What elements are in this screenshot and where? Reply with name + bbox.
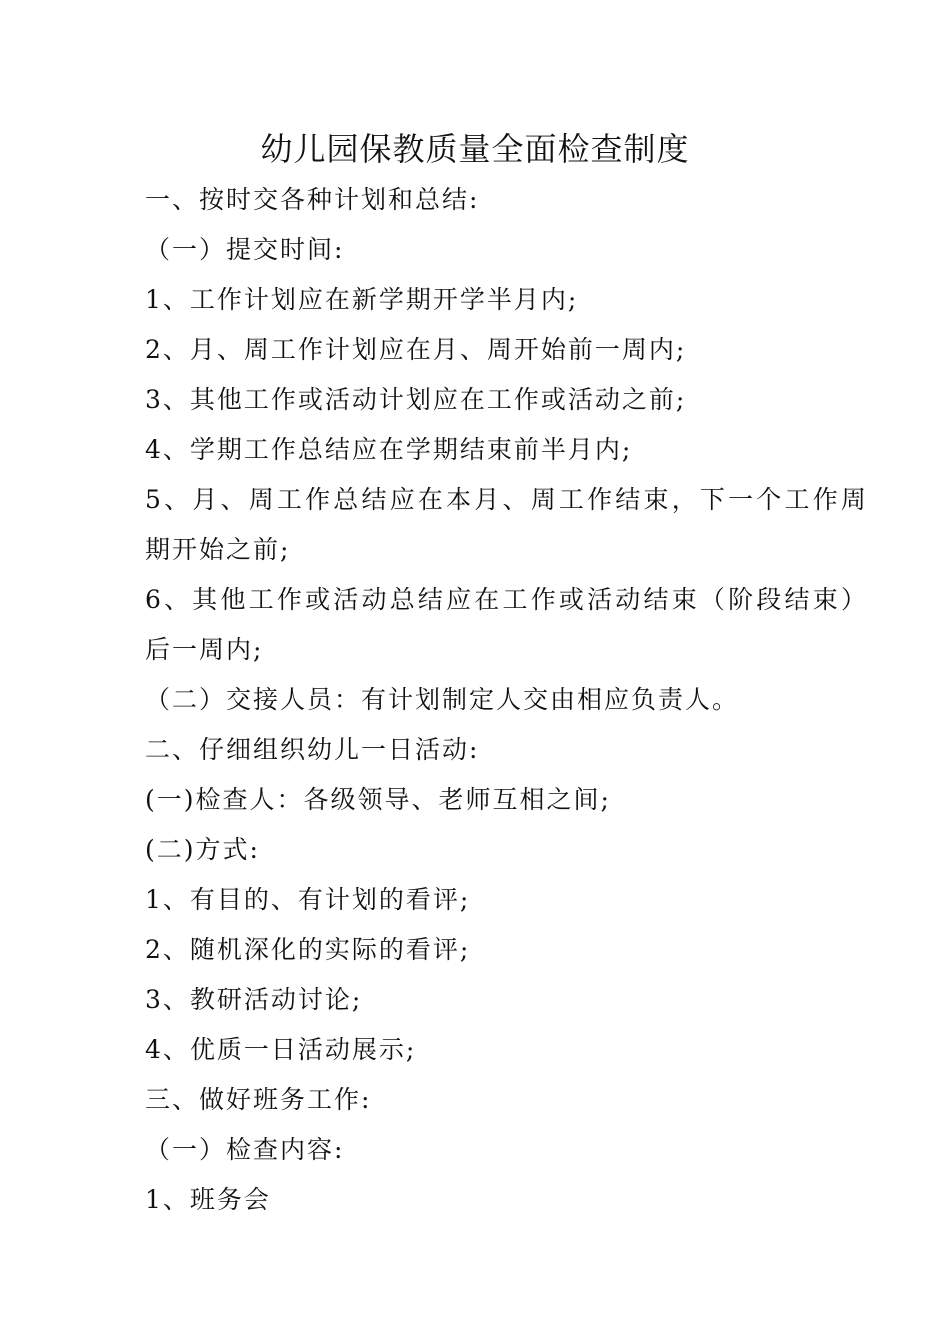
list-item: 3、教研活动讨论;	[145, 985, 363, 1014]
document-body	[145, 175, 870, 1225]
section-heading-2: 二、仔细组织幼儿一日活动:	[145, 735, 480, 764]
list-item: 1、班务会	[145, 1185, 271, 1214]
list-item-continuation: 后一周内;	[145, 635, 264, 664]
subsection-inspection-content: （一）检查内容:	[145, 1135, 345, 1164]
list-item: 2、月、周工作计划应在月、周开始前一周内;	[145, 335, 687, 364]
subsection-inspector: (一)检查人：各级领导、老师互相之间;	[145, 785, 611, 814]
subsection-handover: （二）交接人员：有计划制定人交由相应负责人。	[145, 685, 740, 714]
subsection-submission-time: （一）提交时间:	[145, 235, 345, 264]
document-title: 幼儿园保教质量全面检查制度	[260, 130, 690, 168]
section-heading-1: 一、按时交各种计划和总结:	[145, 185, 480, 214]
section-heading-3: 三、做好班务工作:	[145, 1085, 372, 1114]
list-item: 1、有目的、有计划的看评;	[145, 885, 471, 914]
list-item: 6、其他工作或活动总结应在工作或活动结束（阶段结束）	[145, 585, 870, 614]
list-item: 5、月、周工作总结应在本月、周工作结束，下一个工作周	[145, 485, 870, 514]
list-item: 4、优质一日活动展示;	[145, 1035, 417, 1064]
subsection-method: (二)方式:	[145, 835, 260, 864]
list-item: 3、其他工作或活动计划应在工作或活动之前;	[145, 385, 687, 414]
list-item: 1、工作计划应在新学期开学半月内;	[145, 285, 579, 314]
list-item-continuation: 期开始之前;	[145, 535, 291, 564]
list-item: 2、随机深化的实际的看评;	[145, 935, 471, 964]
list-item: 4、学期工作总结应在学期结束前半月内;	[145, 435, 633, 464]
